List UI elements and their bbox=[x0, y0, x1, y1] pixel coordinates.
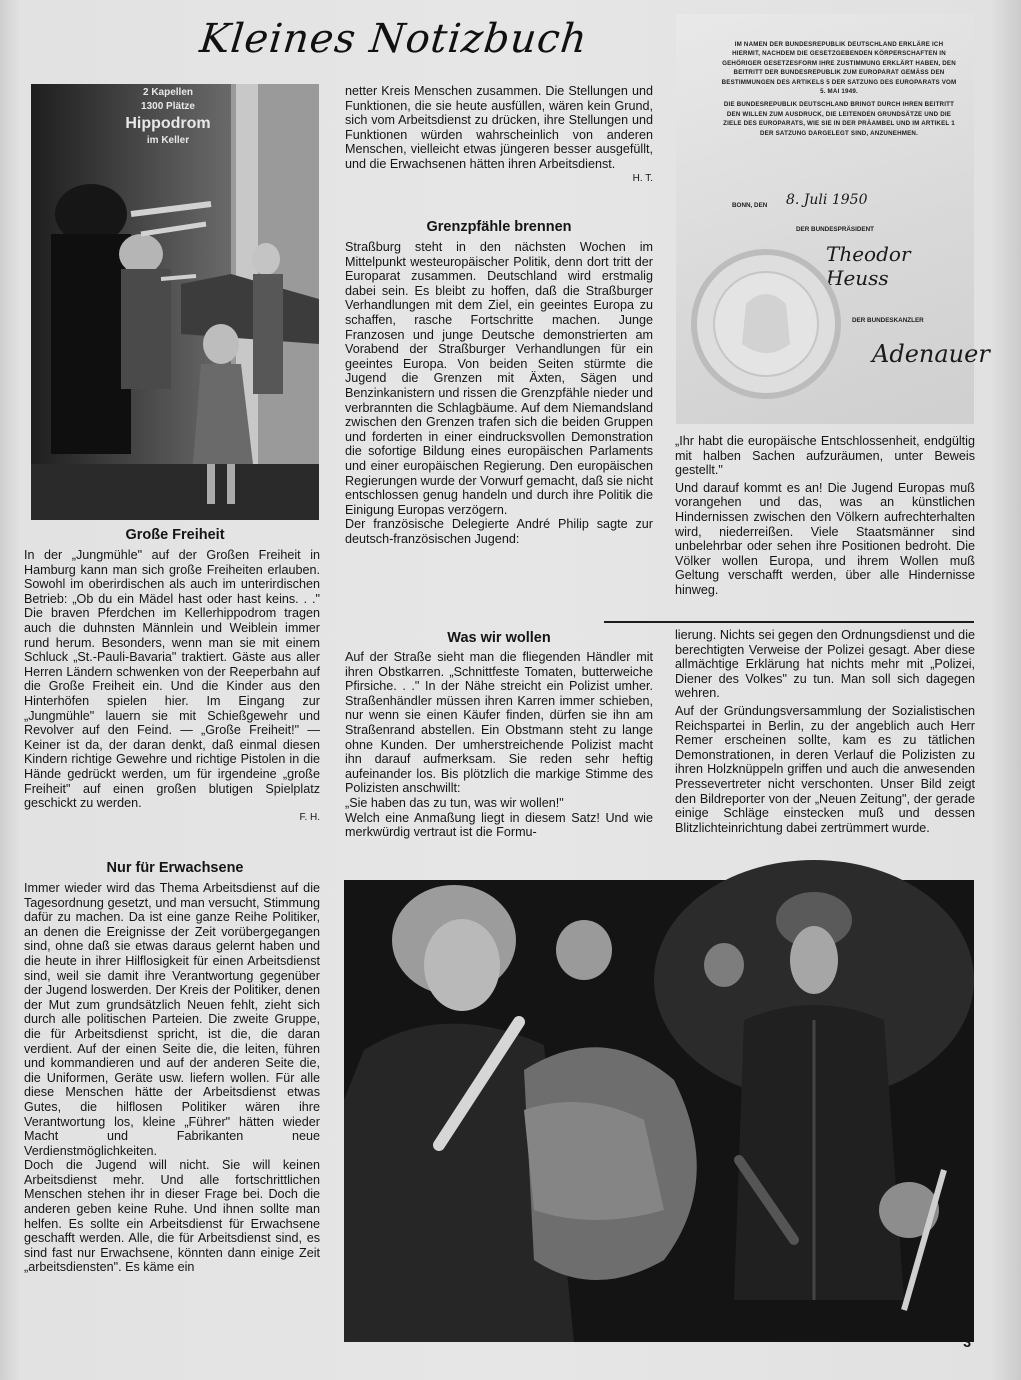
article-nur-fuer-erwachsene bbox=[24, 881, 320, 1275]
document-paragraph-2: DIE BUNDESREPUBLIK DEUTSCHLAND BRINGT DURCH IHREN BEITRITT DEN WILLEN ZUM AUSDRUCK, DIE LEITENDEN GRUNDSÄTZE UND DIE ZIELE DES EUROPARATS, WIE SIE IN DER PRÄAMBEL UND IM ARTIKEL 1 DER SATZUNG DARGELEGT SIND, ANZUNEHMEN. bbox=[723, 101, 955, 137]
document-chancellor-label: DER BUNDESKANZLER bbox=[852, 317, 924, 324]
sign-line-4: im Keller bbox=[146, 135, 190, 146]
accession-document-photo bbox=[676, 14, 990, 424]
grosse-freiheit-body: In der „Jungmühle" auf der Großen Freiheit in Hamburg kann man sich große Freiheiten erlauben. Sowohl im oberirdischen als auch im unterirdischen Betrieb: „Ob du ein Mädel hast oder hast keins. . ." Die braven Pferdchen im Kellerhippodrom tragen auch die duhnsten Männlein und Weiblein immer rund herum. Besonders, wenn man sie mit einem Schluck „St.-Pauli-Bavaria" traktiert. Gäste aus aller Herren Ländern schwenken von der Reeperbahn auf die Große Freiheit ein. Und die Kinder aus den Hinterhöfen spielen hier. Im Eingang zur „Jungmühle" lauern sie mit Schießgewehr und Revolver auf den Feind. — „Große Freiheit!" — Keiner ist da, der daran denkt, daß einmal diesen Kindern richtige Gewehre und richtige Pistolen in die Hände gedrückt werden, um für irgendeine „große Freiheit" auf einen großen blutigen Spielplatz geschickt zu werden. bbox=[24, 548, 320, 811]
article-grenzpfaehle bbox=[345, 240, 653, 546]
masthead-title: Kleines Notizbuch bbox=[197, 16, 590, 62]
wollen-paragraph-2: Welch eine Anmaßung liegt in diesem Satz! Und wie merkwürdig vertraut ist die Formu- bbox=[345, 810, 653, 840]
police-photo-graphic bbox=[344, 880, 974, 1342]
article-grosse-freiheit bbox=[24, 548, 320, 825]
sign-line-1: 2 Kapellen bbox=[142, 87, 194, 98]
heading-grosse-freiheit: Große Freiheit bbox=[125, 527, 225, 543]
document-handwritten-date: 8. Juli 1950 bbox=[786, 192, 868, 208]
document-paragraph-1: IM NAMEN DER BUNDESREPUBLIK DEUTSCHLAND ERKLÄRE ICH HIERMIT, NACHDEM DIE GESETZGEBENDEN KÖRPERSCHAFTEN IN GEHÖRIGER GESETZESFORM IHRE ZUSTIMMUNG ERKLÄRT HABEN, DEN BEITRITT DER BUNDESREPUBLIK ZUM EUROPARAT GEMÄSS DEN BESTIMMUNGEN DES ARTIKELS 5 DER SATZUNG DES EUROPARATS VOM 5. MAI 1949. bbox=[721, 41, 957, 96]
heading-nur-fuer-erwachsene: Nur für Erwachsene bbox=[106, 860, 244, 876]
document-chancellor-signature: Adenauer bbox=[872, 340, 990, 368]
erwachsene-signature: H. T. bbox=[632, 172, 653, 184]
wollen-continued-paragraph-1: lierung. Nichts sei gegen den Ordnungsdienst und die berechtigten Verweise der Polizei gesagt. Aber diese allmächtige Erklärung hat nichts mehr mit „Polizei, Diener des Volkes" zu tun. Man soll sich dagegen wehren. bbox=[675, 628, 975, 701]
sign-line-3: Hippodrom bbox=[125, 115, 211, 132]
erwachsene-paragraph-1: Immer wieder wird das Thema Arbeitsdienst auf die Tagesordnung gesetzt, und man versucht, Stimmung dafür zu machen. Da ist eine ganze Reihe Politiker, an denen die Ereignisse der Zeit vorübergegangen sind, ohne daß sie etwas daraus gelernt haben und die heute in ihrer Hilflosigkeit für einen Arbeitsdienst sind, weil sie damit ihre Verantwortung gegenüber der Jugend loswerden. Der Kreis der Politiker, denen der Mut zum grundsätzlich Neuen fehlt, zieht sich durch alle politischen Parteien. Die zweite Gruppe, die für Arbeitsdienst spricht, ist die, die daran verdient. Auf der einen Seite die, die leiten, führen und kommandieren und auf der anderen Seite die, die Uniformen, Geräte usw. liefern wollen. Für alle diese Menschen hätte der Arbeitsdienst etwas Gutes, die hilflosen Politiker wären ihre Verantwortung los, kleine „Führer" hätten wieder Macht und Fabrikanten neue Verdienstmöglichkeiten. bbox=[24, 881, 320, 1158]
document-seal bbox=[686, 244, 846, 404]
grenzpfaehle-paragraph-1: Straßburg steht in den nächsten Wochen im Mittelpunkt westeuropäischer Politik, denn dort tritt der Europarat zusammen. Deutschland wird erstmalig dabei sein. Es bleibt zu hoffen, daß die Straßburger Verhandlungen mit dem Ziel, ein geeintes Europa zu schaffen, rasche Fortschritte machen. Junge Franzosen und junge Deutsche demonstrierten am Vorabend der Straßburger Verhandlungen für ein geeintes Europa. Von beiden Seiten stürmte die Jugend die Grenzen mit Äxten, Sägen und Benzinkanistern und rissen die Grenzpfähle nieder und verbrannten die Schlagbäume. Auf dem Niemandsland zwischen den Grenzen trafen sich die beiden Gruppen und forderten in einer eindrucksvollen Demonstration die sofortige Bildung eines europäischen Parlaments und einer europäischen Regierung. Den europäischen Regierungen wurde der Vorwurf gemacht, daß sie nicht entschlossen genug handeln und durch ihre Politik die Einigung Europas verzögern. bbox=[345, 240, 654, 517]
heading-was-wir-wollen: Was wir wollen bbox=[447, 630, 551, 646]
children-photo bbox=[31, 84, 319, 520]
section-divider bbox=[604, 621, 974, 623]
grenzpfaehle-conclusion: Und darauf kommt es an! Die Jugend Europas muß vorangehen und das, was an künstlichen Hindernissen zwischen den Völkern aufrechterhalten wird, niederreißen. Viele Staatsmänner sind unbelehrbar oder sehen ihre Positionen bedroht. Die Völker wollen Europa, und ihrem Wollen muß Geltung verschafft werden, über alle Hindernisse hinweg. bbox=[675, 480, 975, 597]
wollen-continued-paragraph-2: Auf der Gründungsversammlung der Sozialistischen Reichspartei in Berlin, zu der angeblich auch Herr Remer erscheinen sollte, kam es zu tätlichen Demonstrationen, in deren Verlauf die Polizisten zu ihren Holzknüppeln griffen und auch die anwesenden Pressevertreter nicht verschonten. Unser Bild zeigt den Bildreporter von der „Neuen Zeitung", der gerade einige Schläge einstecken muß und dessen Blitzlichteinrichtung dabei zertrümmert wurde. bbox=[675, 703, 975, 835]
erwachsene-paragraph-2: Doch die Jugend will nicht. Sie will keinen Arbeitsdienst mehr. Und alle fortschrittlichen Menschen stehen ihr in dieser Frage bei. Doch die anderen geben keine Ruhe. Und ihnen sollte man helfen. Es sollte ein Arbeitsdienst für Erwachsene geschafft werden. Alle, die für Arbeitsdienst sind, es sind fast nur Erwachsene, könnten dann einige Zeit „arbeitsdiensten". Es käme ein bbox=[24, 1158, 320, 1275]
grenzpfaehle-quote: „Ihr habt die europäische Entschlossenheit, endgültig mit halben Sachen aufzuräumen, unter Beweis gestellt." bbox=[675, 434, 975, 478]
document-place-date: BONN, DEN bbox=[732, 202, 768, 209]
article-grenzpfaehle-continued bbox=[675, 434, 975, 598]
document-president-signature: Theodor Heuss bbox=[826, 242, 911, 290]
heading-grenzpfaehle-brennen: Grenzpfähle brennen bbox=[426, 219, 572, 235]
sign-line-2: 1300 Plätze bbox=[141, 101, 195, 112]
grosse-freiheit-signature: F. H. bbox=[299, 811, 320, 823]
document-text bbox=[720, 40, 958, 138]
document-president-label: DER BUNDESPRÄSIDENT bbox=[796, 226, 875, 233]
police-photo bbox=[344, 880, 974, 1342]
hippodrom-sign bbox=[109, 84, 227, 164]
page-number: 3 bbox=[963, 1334, 971, 1350]
grenzpfaehle-paragraph-2: Der französische Delegierte André Philip sagte zur deutsch-französischen Jugend: bbox=[345, 517, 653, 546]
article-was-wir-wollen bbox=[345, 650, 653, 840]
erwachsene-continued-body: netter Kreis Menschen zusammen. Die Stellungen und Funktionen, die sie heute ausfüllen, wären kein Grund, sich vom Arbeitsdienst zu drücken, ihre Stellungen und Funktionen würden wahrscheinlich von anderen Menschen, vielleicht etwas jüngeren besser ausgefüllt, und die Erwachsenen hätten ihren Arbeitsdienst. bbox=[345, 84, 653, 171]
article-was-wir-wollen-continued bbox=[675, 628, 975, 835]
wollen-quote: „Sie haben das zu tun, was wir wollen!" bbox=[345, 795, 564, 810]
article-erwachsene-continued bbox=[345, 84, 653, 186]
wollen-paragraph-1: Auf der Straße sieht man die fliegenden Händler mit ihren Obstkarren. „Schnittfeste Tomaten, butterweiche Pfirsiche. . ." In der Nähe streicht ein Polizist umher. Straßenhändler müssen ihren Karren immer schieben, nur wenn sie einen Käufer finden, dürfen sie ihn am Straßenrand abstellen. Ein Obstmann steht zu lange ohne Kunden. Der umherstreichende Polizist macht ihn darauf aufmerksam. Sie reden sehr heftig aufeinander los. Bis plötzlich die markige Stimme des Polizisten anschwillt: bbox=[345, 650, 653, 796]
